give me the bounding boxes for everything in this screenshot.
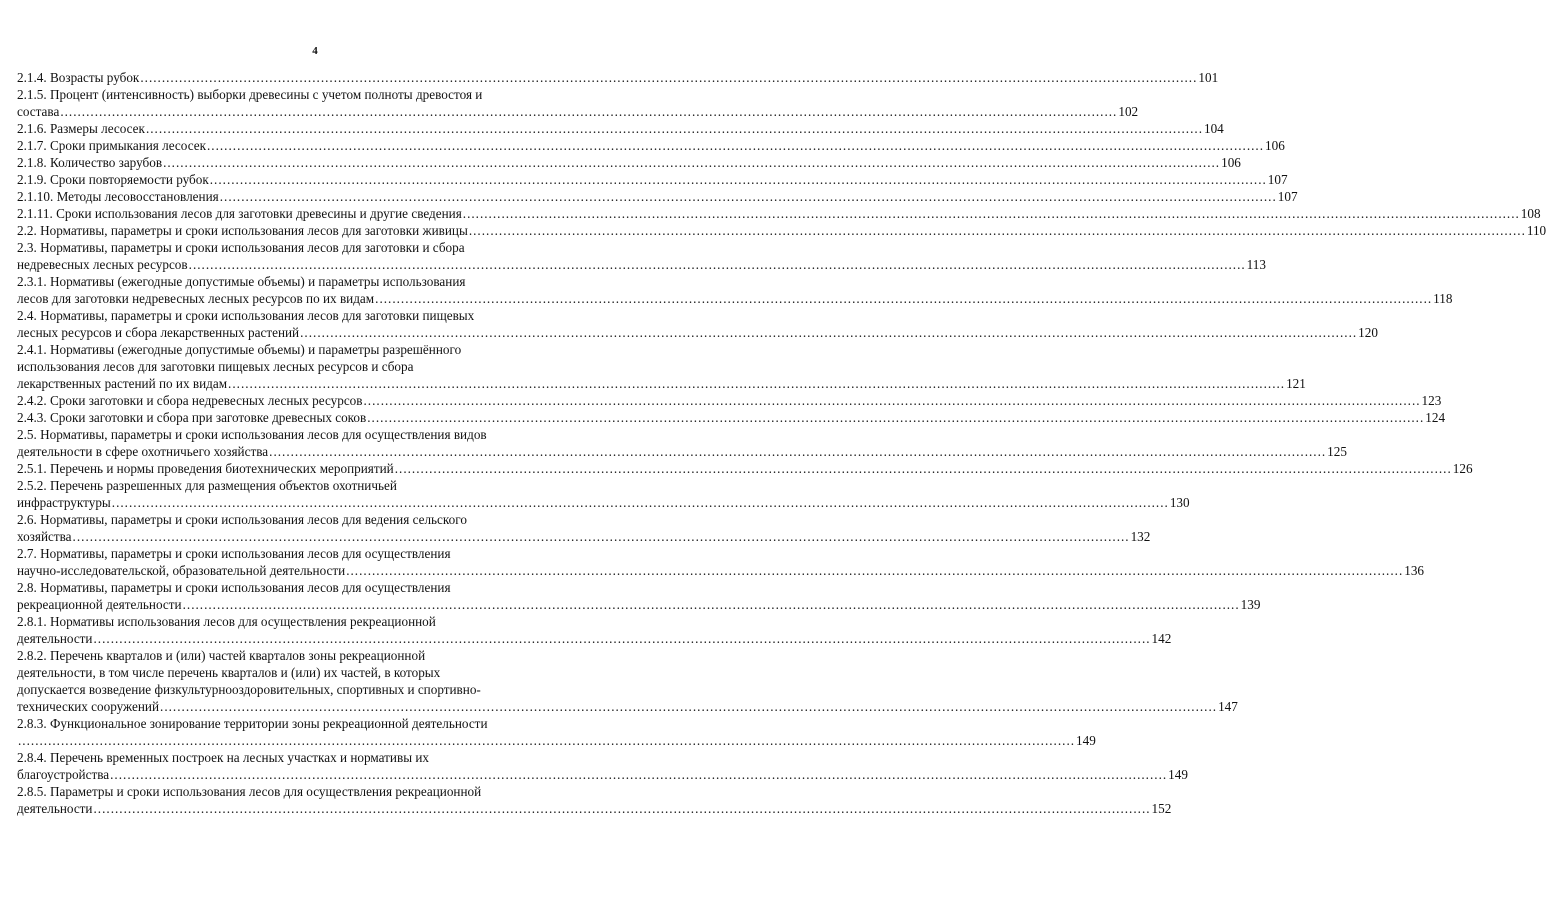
toc-entry-leader-line [17,392,1442,409]
toc-entry-leader-line [17,698,1238,715]
toc-entry-page-number: 126 [1452,461,1473,476]
dot-leader [18,732,1075,749]
toc-entry-text-line: 2.6. Нормативы, параметры и сроки использования лесов для ведения сельского [17,512,467,527]
toc-entry [17,426,1347,460]
toc-entry [17,477,1190,511]
toc-entry [17,511,1151,545]
toc-entry-leader-line [17,188,1298,205]
dot-leader [183,596,1240,613]
toc-entry-leader-line [17,256,1266,273]
toc-entry-leader-line [17,409,1446,426]
toc-entry [17,137,1285,154]
toc-entry-text-line: 2.5.2. Перечень разрешенных для размещения объектов охотничьей [17,478,397,493]
toc-entry [17,460,1473,477]
toc-entry-page-number: 108 [1520,206,1541,221]
toc-entry-text-line: 2.8.1. Нормативы использования лесов для осуществления рекреационной [17,614,436,629]
toc-entry-text-line: допускается возведение физкультурнооздоровительных, спортивных и спортивно- [17,682,481,697]
toc-entry-title: научно-исследовательской, образовательной деятельности [17,563,346,578]
toc-entry-title: лесных ресурсов и сбора лекарственных растений [17,325,300,340]
toc-entry [17,239,1266,273]
toc-entry [17,392,1442,409]
dot-leader [395,460,1452,477]
toc-entry-leader-line [17,732,1096,749]
toc-entry-leader-line [17,562,1425,579]
dot-leader [112,494,1169,511]
dot-leader [300,324,1357,341]
toc-entry-title: 2.4.3. Сроки заготовки и сбора при заготовке древесных соков [17,410,367,425]
toc-entry-page-number: 102 [1118,104,1139,119]
toc-entry-leader-line [17,69,1219,86]
toc-entry-page-number: 149 [1168,767,1188,782]
toc-entry-text-line: 2.4.1. Нормативы (ежегодные допустимые объемы) и параметры разрешённого [17,342,462,357]
table-of-contents [17,69,1546,817]
toc-entry-text-line: 2.3. Нормативы, параметры и сроки использования лесов для заготовки и сбора [17,240,465,255]
toc-entry-text-line: деятельности, в том числе перечень кварталов и (или) их частей, в которых [17,665,441,680]
toc-entry-page-number: 152 [1151,801,1172,816]
toc-entry-text-line: 2.8. Нормативы, параметры и сроки использования лесов для осуществления [17,580,451,595]
dot-leader [160,698,1217,715]
dot-leader [73,528,1130,545]
toc-entry-leader-line [17,596,1261,613]
toc-entry [17,545,1425,579]
toc-entry [17,273,1453,307]
toc-entry [17,715,1096,749]
toc-entry-text-line: 2.3.1. Нормативы (ежегодные допустимые объемы) и параметры использования [17,274,466,289]
dot-leader [220,188,1277,205]
toc-entry-page-number: 130 [1169,495,1190,510]
toc-entry-page-number: 147 [1218,699,1238,714]
toc-entry-text-line: 2.7. Нормативы, параметры и сроки использования лесов для осуществления [17,546,451,561]
toc-entry [17,154,1241,171]
toc-entry-page-number: 113 [1246,257,1266,272]
toc-entry-title: деятельности [17,631,93,646]
toc-entry-text-line: 2.5. Нормативы, параметры и сроки использования лесов для осуществления видов [17,427,487,442]
dot-leader [207,137,1264,154]
toc-entry-leader-line [17,800,1172,817]
toc-entry-page-number: 121 [1286,376,1306,391]
toc-entry-title: 2.1.11. Сроки использования лесов для заготовки древесины и другие сведения [17,206,462,221]
toc-entry [17,783,1172,817]
toc-entry-leader-line [17,375,1306,392]
toc-entry-page-number: 123 [1421,393,1442,408]
toc-entry-leader-line [17,120,1224,137]
toc-entry-title: благоустройства [17,767,110,782]
toc-entry-leader-line [17,103,1139,120]
toc-entry-title: инфраструктуры [17,495,111,510]
toc-entry-leader-line [17,222,1546,239]
toc-entry-leader-line [17,137,1285,154]
dot-leader [228,375,1285,392]
toc-entry [17,171,1288,188]
toc-entry-leader-line [17,171,1288,188]
toc-entry-page-number: 132 [1130,529,1151,544]
toc-entry-text-line: 2.4. Нормативы, параметры и сроки использования лесов для заготовки пищевых [17,308,475,323]
dot-leader [163,154,1220,171]
dot-leader [364,392,1421,409]
toc-entry [17,409,1446,426]
dot-leader [210,171,1267,188]
toc-entry [17,307,1378,341]
toc-entry-page-number: 149 [1076,733,1096,748]
toc-entry-page-number: 120 [1358,325,1378,340]
toc-entry-leader-line [17,324,1378,341]
toc-entry-title: лекарственных растений по их видам [17,376,228,391]
toc-entry [17,222,1546,239]
toc-entry [17,120,1224,137]
toc-entry-leader-line [17,154,1241,171]
toc-entry-title: 2.1.8. Количество зарубов [17,155,163,170]
toc-entry [17,205,1541,222]
toc-entry [17,749,1188,783]
dot-leader [346,562,1403,579]
toc-entry-title: недревесных лесных ресурсов [17,257,188,272]
toc-entry-page-number: 107 [1277,189,1298,204]
toc-entry-page-number: 101 [1198,70,1219,85]
dot-leader [463,205,1520,222]
toc-entry [17,341,1306,392]
dot-leader [367,409,1424,426]
toc-entry-title: хозяйства [17,529,72,544]
toc-entry-text-line: 2.8.3. Функциональное зонирование территории зоны рекреационной деятельности [17,716,488,731]
toc-entry-text-line: 2.8.2. Перечень кварталов и (или) частей кварталов зоны рекреационной [17,648,426,663]
toc-entry-leader-line [17,290,1453,307]
page-number: 4 [312,45,318,57]
toc-entry-leader-line [17,494,1190,511]
dot-leader [94,800,1151,817]
toc-entry-text-line: 2.1.5. Процент (интенсивность) выборки древесины с учетом полноты древостоя и [17,87,483,102]
toc-entry-title: деятельности [17,801,93,816]
toc-entry-text-line: 2.8.4. Перечень временных построек на лесных участках и нормативы их [17,750,430,765]
toc-entry-text-line: использования лесов для заготовки пищевых лесных ресурсов и сбора [17,359,414,374]
toc-entry [17,69,1219,86]
toc-entry [17,579,1261,613]
toc-entry-leader-line [17,205,1541,222]
toc-entry-page-number: 110 [1526,223,1546,238]
toc-entry [17,647,1238,715]
toc-entry-page-number: 104 [1203,121,1224,136]
toc-entry-leader-line [17,528,1151,545]
dot-leader [189,256,1246,273]
toc-entry-title: 2.1.10. Методы лесовосстановления [17,189,219,204]
toc-entry-page-number: 106 [1265,138,1285,153]
dot-leader [269,443,1326,460]
toc-entry-page-number: 107 [1267,172,1288,187]
dot-leader [94,630,1151,647]
toc-entry-page-number: 136 [1404,563,1425,578]
dot-leader [375,290,1432,307]
toc-entry-title: 2.1.7. Сроки примыкания лесосек [17,138,206,153]
toc-entry-leader-line [17,766,1188,783]
toc-entry [17,613,1172,647]
toc-entry-title: лесов для заготовки недревесных лесных ресурсов по их видам [17,291,375,306]
toc-entry-title: 2.2. Нормативы, параметры и сроки использования лесов для заготовки живицы [17,223,468,238]
dot-leader [140,69,1197,86]
toc-entry-page-number: 139 [1240,597,1261,612]
toc-entry-title: 2.1.4. Возрасты рубок [17,70,140,85]
toc-entry-title: деятельности в сфере охотничьего хозяйства [17,444,269,459]
toc-entry-page-number: 142 [1151,631,1172,646]
dot-leader [469,222,1526,239]
toc-entry-page-number: 124 [1425,410,1446,425]
toc-entry-leader-line [17,443,1347,460]
dot-leader [60,103,1117,120]
toc-entry-leader-line [17,630,1172,647]
toc-entry-title: 2.1.6. Размеры лесосек [17,121,145,136]
toc-entry-title: 2.4.2. Сроки заготовки и сбора недревесных лесных ресурсов [17,393,363,408]
toc-entry-title: технических сооружений [17,699,160,714]
toc-entry-title: рекреационной деятельности [17,597,182,612]
dot-leader [146,120,1203,137]
toc-entry-title: 2.5.1. Перечень и нормы проведения биотехнических мероприятий [17,461,394,476]
toc-entry-title: состава [17,104,60,119]
toc-entry-page-number: 106 [1221,155,1241,170]
toc-entry-leader-line [17,460,1473,477]
dot-leader [110,766,1167,783]
toc-entry [17,188,1298,205]
toc-entry-text-line: 2.8.5. Параметры и сроки использования лесов для осуществления рекреационной [17,784,482,799]
toc-entry-page-number: 125 [1327,444,1347,459]
toc-entry [17,86,1139,120]
toc-entry-page-number: 118 [1433,291,1453,306]
toc-entry-title: 2.1.9. Сроки повторяемости рубок [17,172,209,187]
